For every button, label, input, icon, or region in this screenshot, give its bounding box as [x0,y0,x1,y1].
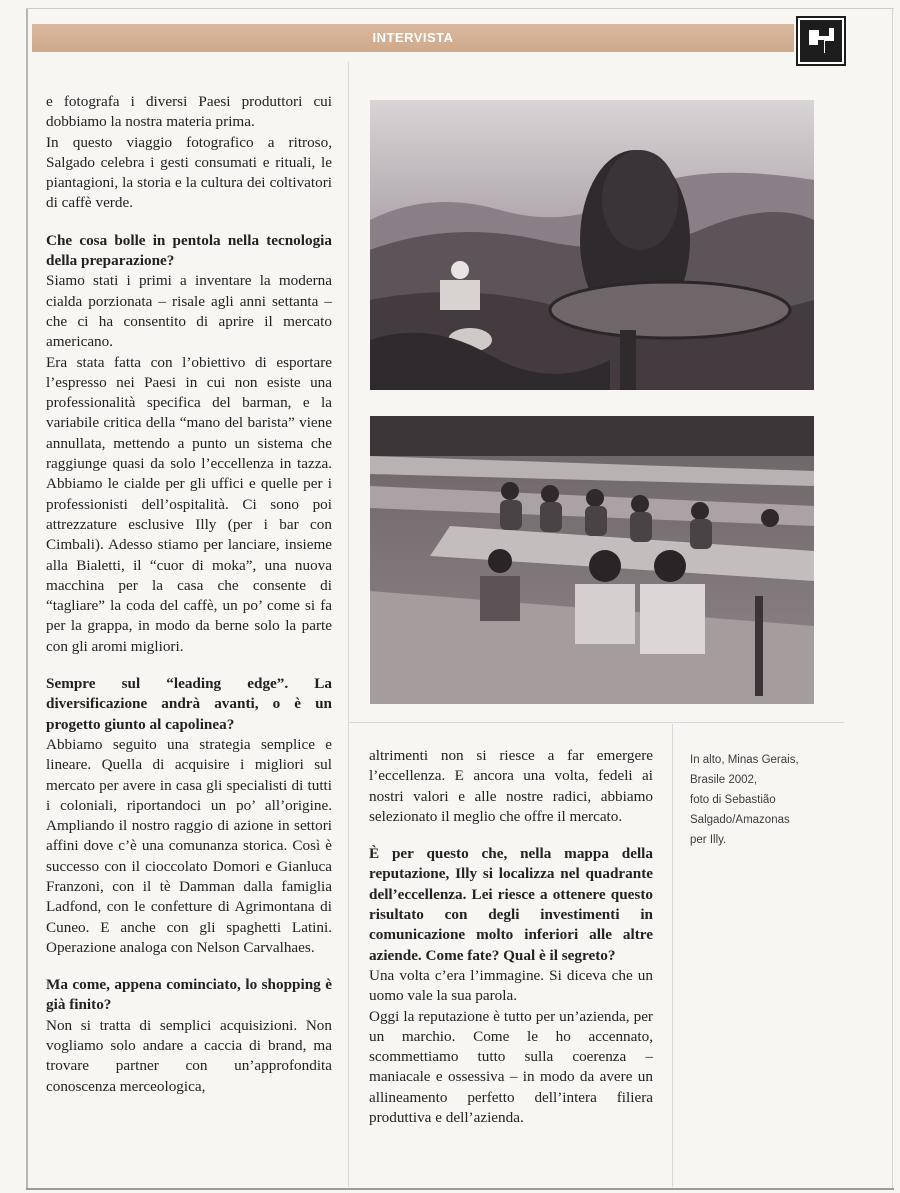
interview-question: Ma come, appena cominciato, lo shopping è già finito? [46,976,332,1014]
interview-question: Che cosa bolle in pentola nella tecnologia della preparazione? [46,231,332,270]
paragraph: Oggi la reputazione è tutto per un’azienda, per un marchio. Come le ho accennato, scommettiamo tutto sulla coerenza – maniacale e ossessiva – in modo da avere un allineamento perfetto dell’intera filiera produttiva e dell’azienda. [369,1007,653,1127]
page-edge [26,8,28,1188]
paragraph: Siamo stati i primi a inventare la moderna cialda porzionata – risale agli anni settanta – che ci ha consentito di aprire il mercato americano. [46,272,332,351]
caption-line: Brasile 2002, [690,774,758,786]
paragraph: Non si tratta di semplici acquisizioni. Non vogliamo solo andare a caccia di brand, ma trovare partner con un’approfondita conoscenza merceologica, [46,1016,332,1095]
page-edge [892,8,893,1188]
photo-coffee-drying-beds [370,416,814,704]
middle-article-column [369,746,653,1128]
column-divider [348,62,349,1187]
caption-line: Salgado/Amazonas [690,814,790,826]
page-edge [26,8,894,9]
column-divider [348,722,844,723]
column-divider [672,724,673,1187]
paragraph: e fotografa i diversi Paesi produttori cui dobbiamo la nostra materia prima. [46,93,332,131]
caption-line: foto di Sebastião [690,794,776,806]
section-label: INTERVISTA [372,30,454,45]
photo-caption [690,750,830,850]
paragraph: Abbiamo seguito una strategia semplice e lineare. Quella di acquisire i migliori sul mercato per avere in casa gli specialisti di tutti i coloniali, riportandoci un po’ all’origine. Ampliando il nostro raggio di azione in settori affini dove c’è una comunanza storica. Così è successo con il cioccolato Domori e Gianluca Franzoni, con il tè Damman dalla famiglia Ladfond, con le confetture di Agrimontana di Cuneo. E anche con gli spaghetti Latini. Operazione analoga con Nelson Carvalhaes. [46,735,332,956]
paragraph: Era stata fatta con l’obiettivo di esportare l’espresso nei Paesi in cui non esiste una professionalità specifica del barman, e la variabile critica della “mano del barista” viene annullata, mettendo a punto un sistema che raggiunge quasi da solo l’eccellenza in tazza. Abbiamo le cialde per gli uffici e quelle per i professionisti dell’ospitalità. Ci sono poi attrezzature esclusive Illy (per i bar con Cimbali). Adesso stiamo per lanciare, insieme alla Bialetti, il “cuor di moka”, una nuova macchina per la casa che consente di “tagliare” la coda del caffè, un po’ come si fa per la grappa, in modo da berne solo la parte con gli aromi migliori. [46,353,332,655]
left-article-column [46,92,332,1097]
interview-question: Sempre sul “leading edge”. La diversificazione andrà avanti, o è un progetto giunto al capolinea? [46,675,332,733]
photo-coffee-harvest [370,100,814,390]
page-edge [26,1188,894,1190]
interview-question: È per questo che, nella mappa della reputazione, Illy si localizza nel quadrante dell’eccellenza. Lei riesce a ottenere questo risultato con degli investimenti in comunicazione molto inferiori alle altre aziende. Come fate? Qual è il segreto? [369,845,653,964]
paragraph: altrimenti non si riesce a far emergere l’eccellenza. E ancora una volta, fedeli ai nostri valori e alle nostre radici, abbiamo selezionato il meglio che offre il mercato. [369,747,653,825]
paragraph: In questo viaggio fotografico a ritroso, Salgado celebra i gesti consumati e rituali, le piantagioni, la storia e la cultura dei coltivatori di caffè verde. [46,133,332,212]
caption-line: per Illy. [690,834,727,846]
caption-line: In alto, Minas Gerais, [690,754,799,766]
paragraph: Una volta c’era l’immagine. Si diceva che un uomo vale la sua parola. [369,966,653,1005]
magazine-logo-icon [796,16,846,66]
section-header-band [32,24,794,52]
